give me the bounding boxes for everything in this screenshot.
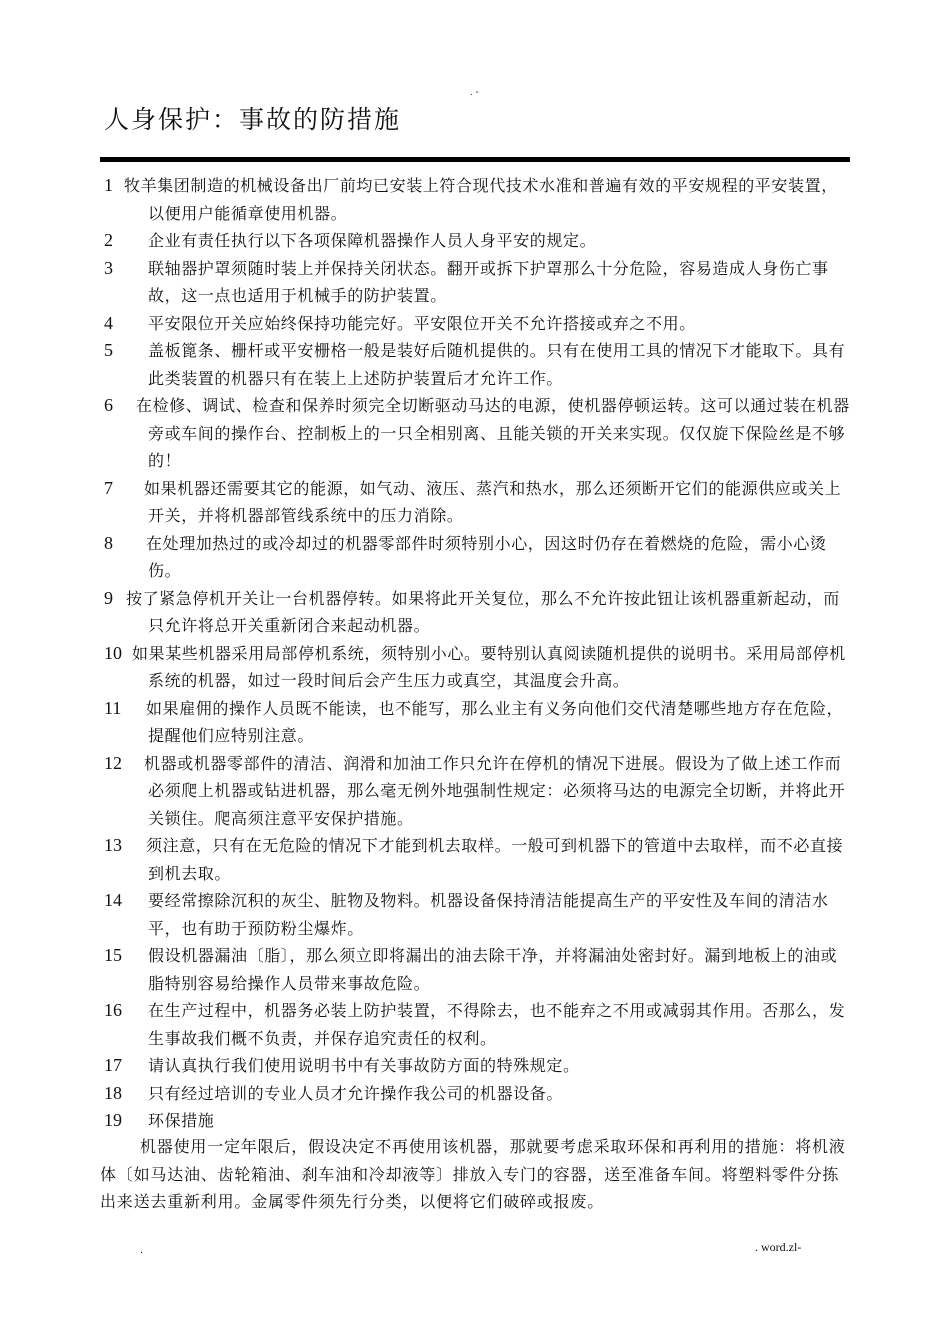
rule-item (100, 337, 852, 392)
rule-item (100, 475, 852, 530)
rule-item (100, 1052, 852, 1080)
rule-text: 环保措施 (148, 1111, 215, 1130)
rule-number: 11 (104, 697, 122, 718)
rule-text: 联轴器护罩须随时装上并保持关闭状态。翻开或拆下护罩那么十分危险，容易造成人身伤亡事故，这一点也适用于机械手的防护装置。 (148, 258, 829, 305)
title-divider (100, 157, 850, 162)
rule-number: 9 (104, 587, 113, 608)
rule-number: 1 (104, 175, 113, 195)
rule-item (100, 695, 852, 750)
rule-text: 如果某些机器采用局部停机系统，须特别小心。要特别认真阅读随机提供的说明书。采用局部停机系统的机器，如过一段时间后会产生压力或真空，其温度会升高。 (132, 643, 846, 690)
rule-item (100, 530, 852, 585)
rule-number: 12 (104, 752, 122, 773)
rule-text: 牧羊集团制造的机械设备出厂前均已安装上符合现代技术水准和普遍有效的平安规程的平安装置，以便用户能循章使用机器。 (124, 176, 838, 223)
rule-text: 假设机器漏油〔脂〕，那么须立即将漏出的油去除干净，并将漏油处密封好。漏到地板上的油或脂特别容易给操作人员带来事故危险。 (148, 946, 838, 993)
rule-item (100, 750, 852, 833)
rule-item (100, 227, 852, 255)
rule-number: 14 (104, 890, 122, 910)
rule-text: 要经常擦除沉积的灰尘、脏物及物料。机器设备保持清洁能提高生产的平安性及车间的清洁水平，也有助于预防粉尘爆炸。 (148, 891, 829, 938)
rule-number: 15 (104, 945, 122, 965)
safety-rules-list (100, 172, 852, 1135)
rule-number: 6 (104, 395, 113, 415)
closing-paragraph: 机器使用一定年限后，假设决定不再使用该机器，那就要考虑采取环保和再利用的措施：将机液体〔如马达油、齿轮箱油、刹车油和冷却液等〕排放入专门的容器，送至准备车间。将塑料零件分拣出来送去重新利用。金属零件须先行分类，以便将它们破碎或报废。 (100, 1137, 846, 1211)
rule-item (100, 832, 852, 887)
rule-item (100, 392, 852, 475)
rule-text: 如果雇佣的操作人员既不能读，也不能写，那么业主有义务向他们交代清楚哪些地方存在危险，提醒他们应特别注意。 (146, 698, 844, 745)
rule-text: 盖板篦条、栅杆或平安栅格一般是装好后随机提供的。只有在使用工具的情况下才能取下。具有此类装置的机器只有在装上上述防护装置后才允许工作。 (148, 341, 846, 388)
rule-number: 18 (104, 1082, 122, 1103)
rule-text: 只有经过培训的专业人员才允许操作我公司的机器设备。 (148, 1083, 564, 1103)
footer-watermark: . word.zl- (755, 1240, 802, 1254)
rule-text: 平安限位开关应始终保持功能完好。平安限位开关不允许搭接或弃之不用。 (148, 313, 696, 333)
rule-item (100, 1107, 852, 1135)
rule-text: 在生产过程中，机器务必装上防护装置，不得除去，也不能弃之不用或减弱其作用。否那么，发生事故我们概不负责，并保存追究责任的权利。 (148, 1001, 846, 1048)
rule-text: 如果机器还需要其它的能源，如气动、液压、蒸汽和热水，那么还须断开它们的能源供应或关上开关，并将机器部管线系统中的压力消除。 (144, 478, 842, 525)
rule-item (100, 1080, 852, 1108)
rule-item (100, 310, 852, 338)
rule-number: 2 (104, 230, 113, 250)
rule-item (100, 255, 852, 310)
rule-number: 5 (104, 340, 113, 360)
rule-item (100, 942, 852, 997)
rule-text: 在处理加热过的或冷却过的机器零部件时须特别小心，因这时仍存在着燃烧的危险，需小心烫伤。 (146, 533, 827, 580)
page-title: 人身保护：事故的防措施 (104, 105, 402, 134)
rule-item (100, 640, 852, 695)
rule-number: 4 (104, 312, 113, 333)
rule-text: 按了紧急停机开关让一台机器停转。如果将此开关复位，那么不允许按此钮让该机器重新起动，而只允许将总开关重新闭合来起动机器。 (126, 588, 840, 635)
rule-number: 17 (104, 1055, 122, 1075)
rule-item (100, 585, 852, 640)
rule-number: 16 (104, 1000, 122, 1020)
rule-text: 请认真执行我们使用说明书中有关事故防方面的特殊规定。 (148, 1056, 580, 1075)
rule-number: 8 (104, 532, 113, 553)
rule-text: 机器或机器零部件的清洁、润滑和加油工作只允许在停机的情况下进展。假设为了做上述工作而必须爬上机器或钻进机器，那么毫无例外地强制性规定：必须将马达的电源完全切断，并将此开关锁住。爬高须注意平安保护措施。 (144, 753, 846, 828)
rule-number: 13 (104, 835, 122, 855)
rule-number: 10 (104, 642, 122, 663)
header-marker: . - (470, 87, 479, 98)
rule-item (100, 887, 852, 942)
rule-item (100, 997, 852, 1052)
rule-text: 须注意，只有在无危险的情况下才能到机去取样。一般可到机器下的管道中去取样，而不必直接到机去取。 (146, 836, 844, 883)
rule-item (100, 172, 852, 227)
rule-number: 19 (104, 1110, 122, 1130)
footer-left-mark: . (140, 1244, 144, 1256)
rule-text: 企业有责任执行以下各项保障机器操作人员人身平安的规定。 (148, 231, 597, 250)
rule-number: 7 (104, 477, 113, 498)
rule-text: 在检修、调试、检查和保养时须完全切断驱动马达的电源，使机器停顿运转。这可以通过装在机器旁或车间的操作台、控制板上的一只全相别离、且能关锁的开关来实现。仅仅旋下保险丝是不够的！ (136, 396, 850, 470)
rule-number: 3 (104, 257, 113, 278)
